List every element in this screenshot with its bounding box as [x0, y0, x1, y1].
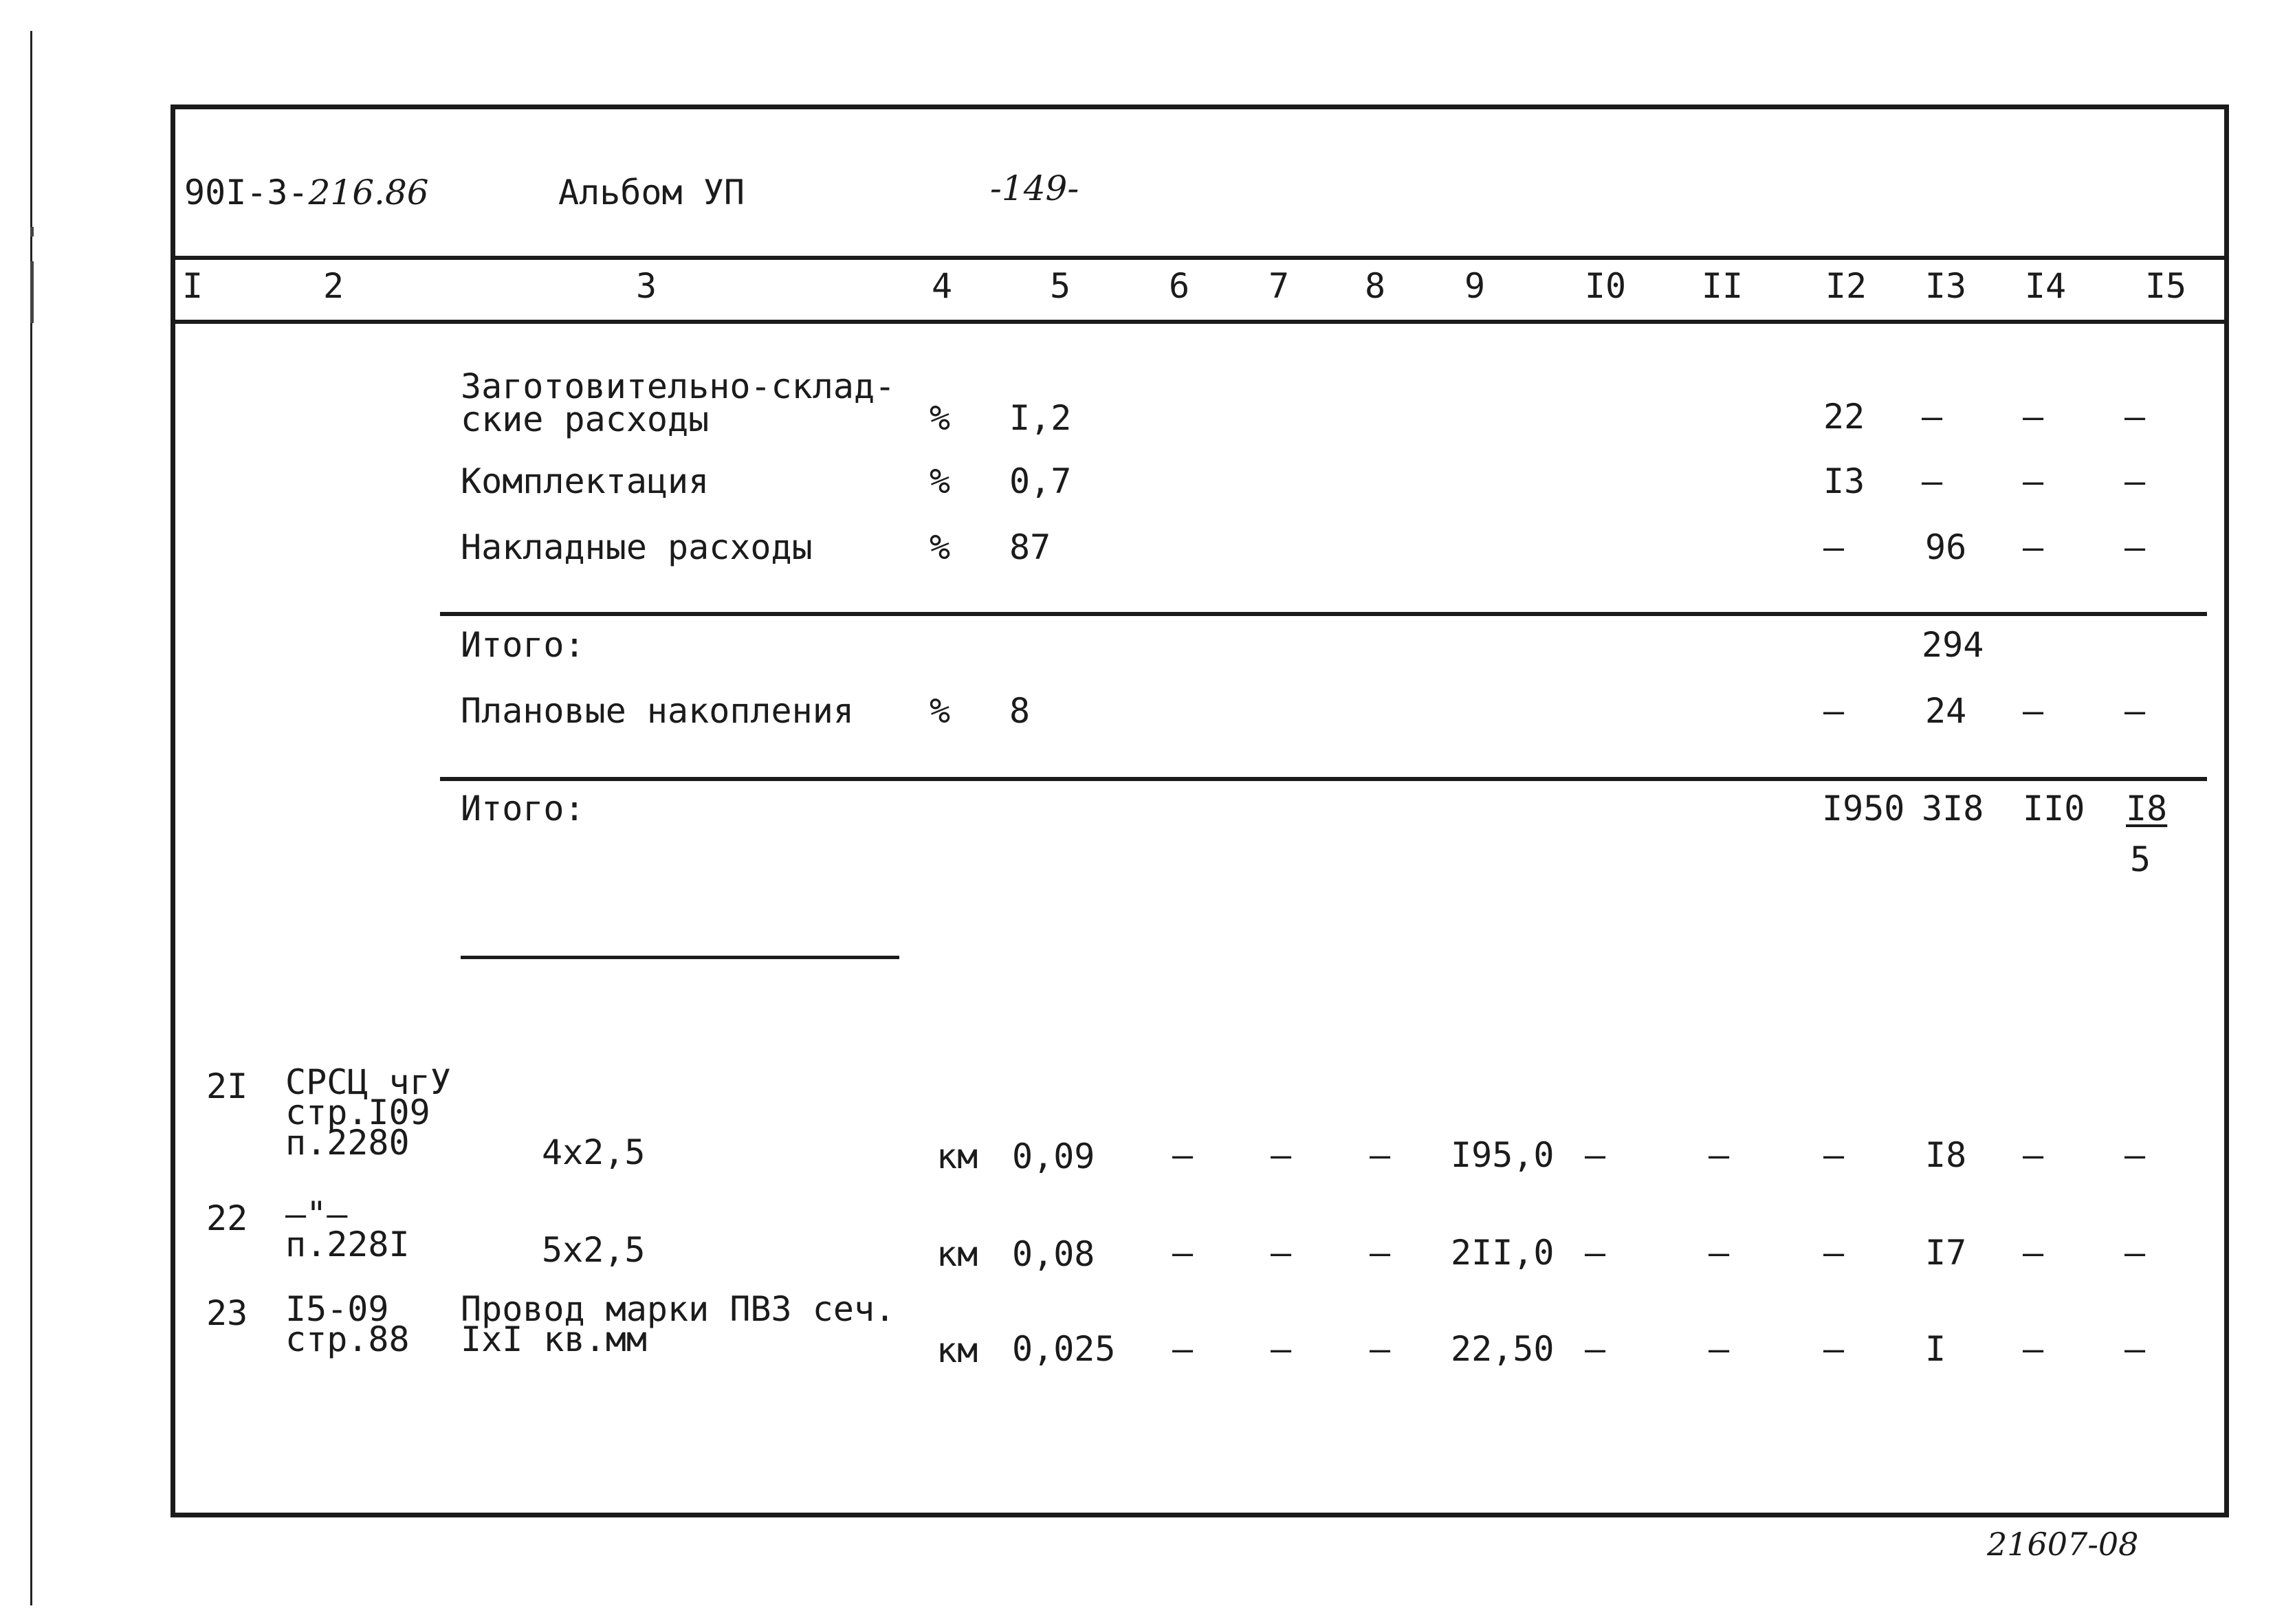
cell-c13: –	[1922, 461, 1943, 501]
row-value: 0,09	[1012, 1137, 1095, 1176]
row-name: Плановые накопления	[461, 691, 854, 731]
cell-c8: –	[1370, 1135, 1391, 1175]
cell-c14: –	[2023, 1233, 2044, 1273]
cell-c13: 96	[1925, 527, 1967, 567]
cell-c12: –	[1823, 1135, 1845, 1175]
cell-c13: I8	[1925, 1135, 1967, 1175]
cell-c12: –	[1823, 527, 1845, 567]
row-value: 0,08	[1012, 1234, 1095, 1274]
cell-c12: –	[1823, 1233, 1845, 1273]
cell-c9: 2II,0	[1451, 1233, 1555, 1273]
row-number: 22	[206, 1198, 248, 1238]
cell-c8: –	[1370, 1233, 1391, 1273]
cell-c9: 22,50	[1451, 1329, 1555, 1369]
row-unit: %	[930, 398, 951, 438]
cell-c11: –	[1709, 1233, 1730, 1273]
cell-c14: –	[2023, 1135, 2044, 1175]
row-number: 23	[206, 1293, 248, 1333]
row-reference: I5-09 стр.88	[285, 1289, 410, 1359]
doc-code: 90I-3-216.86	[184, 173, 429, 212]
column-number: I5	[2144, 266, 2187, 306]
page-number: -149-	[990, 168, 1079, 208]
cell-c7: –	[1271, 1135, 1292, 1175]
cell-c13: 3I8	[1922, 789, 1984, 829]
column-number: II	[1701, 266, 1744, 306]
cell-c8: –	[1370, 1329, 1391, 1369]
cell-c12: –	[1823, 691, 1845, 731]
cell-c10: –	[1585, 1135, 1606, 1175]
subtotal-rule	[440, 612, 2207, 616]
row-value: 0,7	[1009, 461, 1072, 501]
row-name: 5х2,5	[542, 1230, 646, 1270]
row-unit: %	[930, 461, 951, 501]
total-rule	[440, 777, 2207, 781]
album-title: Альбом УП	[558, 173, 745, 212]
cell-c14: II0	[2023, 789, 2085, 829]
row-name: 4х2,5	[542, 1132, 646, 1172]
cell-c6: –	[1172, 1135, 1194, 1175]
header-rule	[171, 256, 2229, 260]
column-number: 3	[635, 266, 657, 306]
row-name: Провод марки ПВЗ сеч. IхI кв.мм	[461, 1289, 896, 1359]
cell-c10: –	[1585, 1233, 1606, 1273]
row-unit: км	[936, 1330, 978, 1370]
row-name: Комплектация	[461, 461, 710, 501]
subtotal-label: Итого:	[461, 625, 585, 665]
cell-c11: –	[1709, 1329, 1730, 1369]
cell-c14: –	[2023, 691, 2044, 731]
row-unit: %	[930, 527, 951, 567]
column-number: 6	[1168, 266, 1190, 306]
margin-mark	[30, 227, 34, 237]
cell-c15: –	[2124, 397, 2146, 437]
row-value: 8	[1009, 691, 1031, 731]
cell-c13: 24	[1925, 691, 1967, 731]
column-number: 4	[931, 266, 953, 306]
cell-c11: –	[1709, 1135, 1730, 1175]
cell-c15: –	[2124, 1329, 2146, 1369]
row-unit: км	[936, 1137, 978, 1176]
cell-c14: –	[2023, 527, 2044, 567]
cell-c13: I	[1925, 1329, 1946, 1369]
row-value: 0,025	[1012, 1329, 1116, 1369]
row-name: Накладные расходы	[461, 527, 813, 567]
cell-c15: –	[2124, 1135, 2146, 1175]
cell-c13: 294	[1922, 625, 1984, 665]
row-unit: км	[936, 1234, 978, 1274]
row-name: Заготовительно-склад- ские расходы	[461, 366, 896, 439]
cell-c14: –	[2023, 397, 2044, 437]
cell-c13: I7	[1925, 1233, 1967, 1273]
column-number: 5	[1049, 266, 1071, 306]
cell-c12: I3	[1823, 461, 1865, 501]
row-value: 87	[1009, 527, 1051, 567]
column-number: I	[182, 266, 204, 306]
row-number: 2I	[206, 1066, 248, 1106]
column-number: 7	[1268, 266, 1290, 306]
cell-c12: I950	[1822, 789, 1905, 829]
column-numbers-rule	[171, 320, 2229, 324]
cell-c15-denominator: 5	[2130, 840, 2151, 879]
cell-c15: –	[2124, 1233, 2146, 1273]
column-number: I3	[1924, 266, 1967, 306]
cell-c13: –	[1922, 397, 1943, 437]
column-number: I0	[1584, 266, 1627, 306]
column-number: 8	[1364, 266, 1386, 306]
cell-c7: –	[1271, 1233, 1292, 1273]
cell-c9: I95,0	[1451, 1135, 1555, 1175]
row-value: I,2	[1009, 398, 1072, 438]
cell-c6: –	[1172, 1233, 1194, 1273]
total-label: Итого:	[461, 789, 585, 829]
cell-c12: –	[1823, 1329, 1845, 1369]
column-number: I2	[1825, 266, 1867, 306]
margin-mark	[30, 261, 34, 323]
archive-stamp: 21607-08	[1987, 1526, 2139, 1563]
cell-c15: –	[2124, 527, 2146, 567]
cell-c14: –	[2023, 461, 2044, 501]
section-heading-underline	[461, 956, 899, 959]
column-number: I4	[2024, 266, 2067, 306]
cell-c7: –	[1271, 1329, 1292, 1369]
row-unit: %	[930, 691, 951, 731]
row-reference: СРСЦ чгУ стр.I09 п.2280	[285, 1062, 451, 1163]
cell-c12: 22	[1823, 397, 1865, 437]
cell-c15: –	[2124, 691, 2146, 731]
column-number: 2	[322, 266, 344, 306]
cell-c6: –	[1172, 1329, 1194, 1369]
cell-c15: –	[2124, 461, 2146, 501]
cell-c15-numerator: I8	[2126, 789, 2168, 829]
cell-c14: –	[2023, 1329, 2044, 1369]
row-reference: –"– п.228I	[285, 1194, 410, 1264]
cell-c10: –	[1585, 1329, 1606, 1369]
column-number: 9	[1464, 266, 1486, 306]
